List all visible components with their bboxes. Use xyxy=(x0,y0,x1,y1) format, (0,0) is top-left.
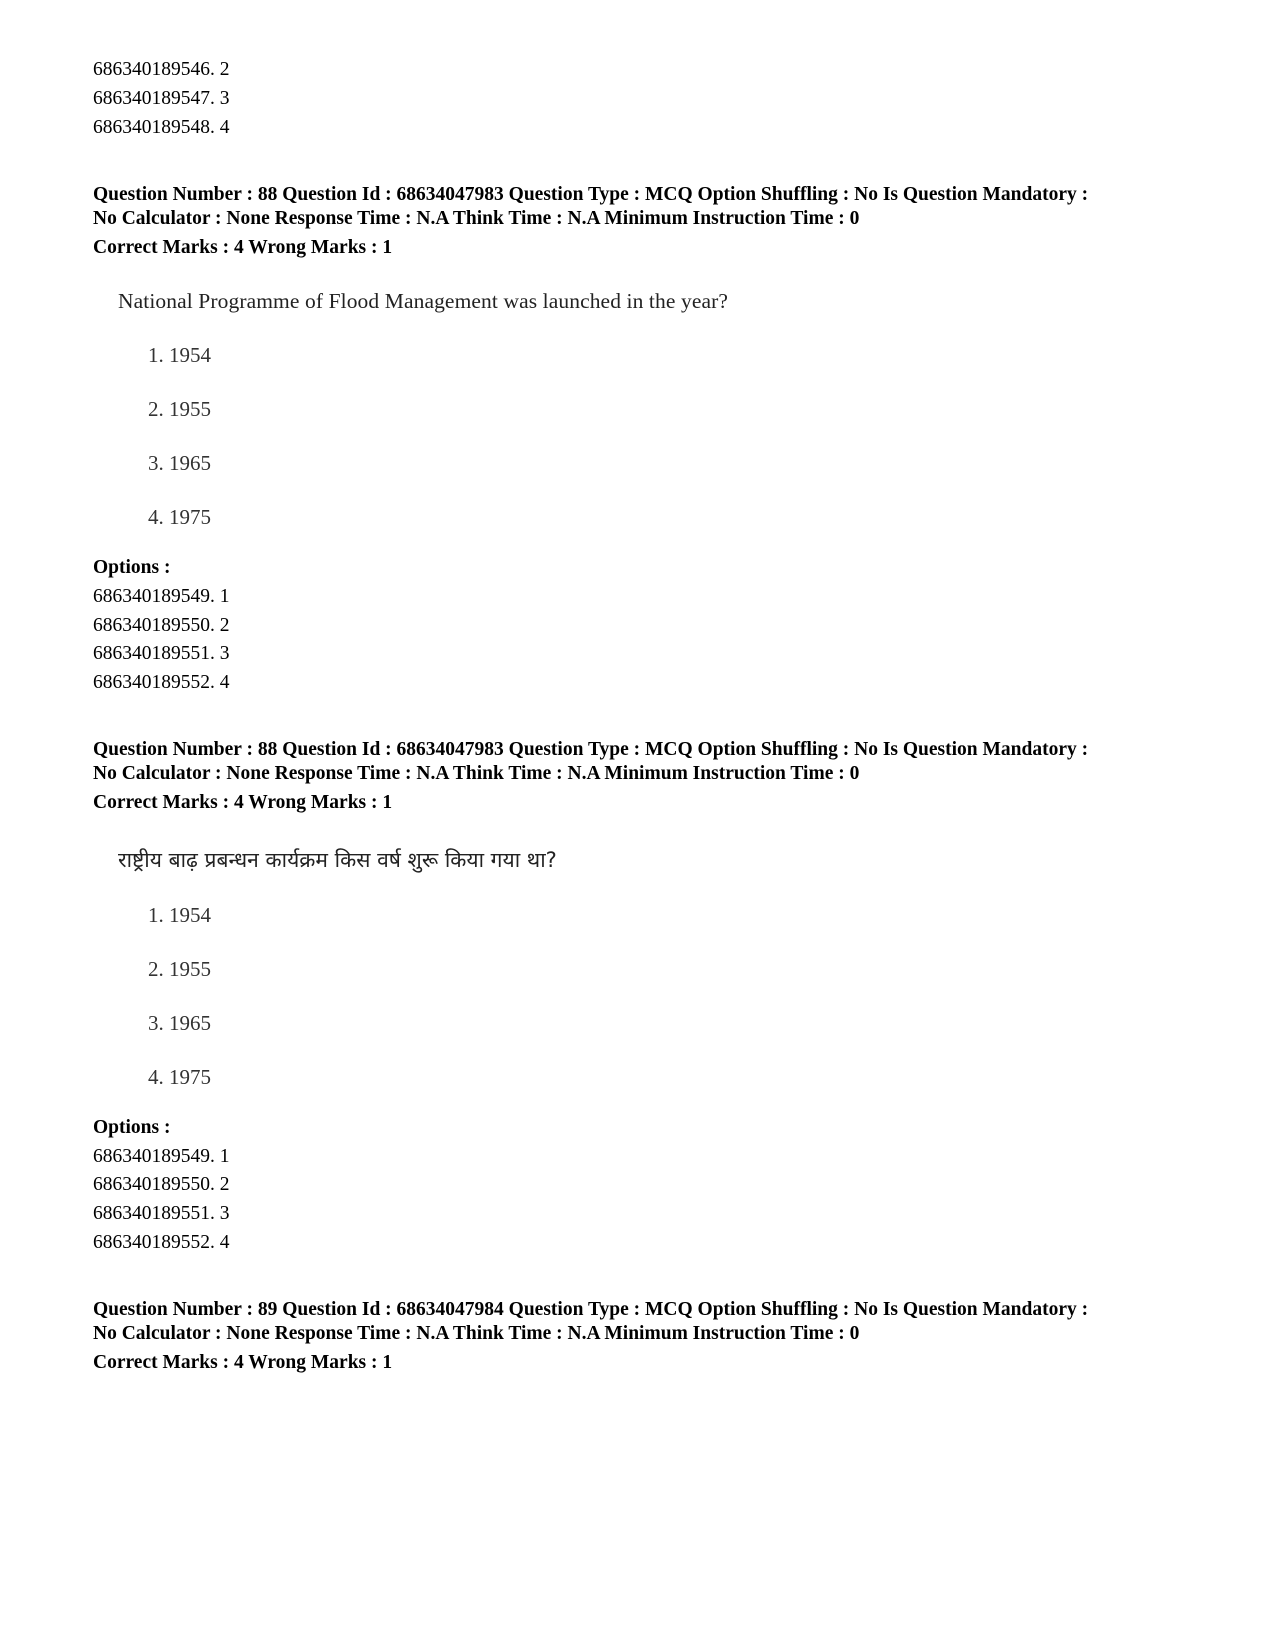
answer-choice: 1. 1954 xyxy=(148,903,211,927)
option-line: 686340189551. 3 xyxy=(93,643,230,664)
option-line: 686340189551. 3 xyxy=(93,1203,230,1224)
question-header-line2: No Calculator : None Response Time : N.A Think Time : N.A Minimum Instruction Time : 0 xyxy=(93,763,860,784)
question-text-hindi: राष्ट्रीय बाढ़ प्रबन्धन कार्यक्रम किस वर्ष शुरू किया गया था? xyxy=(118,848,557,872)
question-header-line1: Question Number : 89 Question Id : 68634047984 Question Type : MCQ Option Shuffling : No Is Question Mandatory : xyxy=(93,1299,1089,1320)
option-line: 686340189550. 2 xyxy=(93,615,230,636)
marks-line: Correct Marks : 4 Wrong Marks : 1 xyxy=(93,237,393,258)
answer-choice: 1. 1954 xyxy=(148,343,211,367)
option-line: 686340189547. 3 xyxy=(93,88,230,109)
answer-choice: 3. 1965 xyxy=(148,1011,211,1035)
options-label: Options : xyxy=(93,1117,171,1138)
question-text: National Programme of Flood Management was launched in the year? xyxy=(118,289,729,313)
question-header-line1: Question Number : 88 Question Id : 68634047983 Question Type : MCQ Option Shuffling : No Is Question Mandatory : xyxy=(93,739,1089,760)
answer-choice: 4. 1975 xyxy=(148,1065,211,1089)
question-header-line1: Question Number : 88 Question Id : 68634047983 Question Type : MCQ Option Shuffling : No Is Question Mandatory : xyxy=(93,184,1089,205)
marks-line: Correct Marks : 4 Wrong Marks : 1 xyxy=(93,1352,393,1373)
option-line: 686340189549. 1 xyxy=(93,1146,230,1167)
marks-line: Correct Marks : 4 Wrong Marks : 1 xyxy=(93,792,393,813)
option-line: 686340189550. 2 xyxy=(93,1174,230,1195)
option-line: 686340189552. 4 xyxy=(93,1232,230,1253)
answer-choice: 4. 1975 xyxy=(148,505,211,529)
option-line: 686340189549. 1 xyxy=(93,586,230,607)
answer-choice: 2. 1955 xyxy=(148,397,211,421)
question-header-line2: No Calculator : None Response Time : N.A Think Time : N.A Minimum Instruction Time : 0 xyxy=(93,208,860,229)
question-header-line2: No Calculator : None Response Time : N.A Think Time : N.A Minimum Instruction Time : 0 xyxy=(93,1323,860,1344)
answer-choice: 2. 1955 xyxy=(148,957,211,981)
answer-choice: 3. 1965 xyxy=(148,451,211,475)
option-line: 686340189552. 4 xyxy=(93,672,230,693)
option-line: 686340189546. 2 xyxy=(93,59,230,80)
options-label: Options : xyxy=(93,557,171,578)
option-line: 686340189548. 4 xyxy=(93,117,230,138)
